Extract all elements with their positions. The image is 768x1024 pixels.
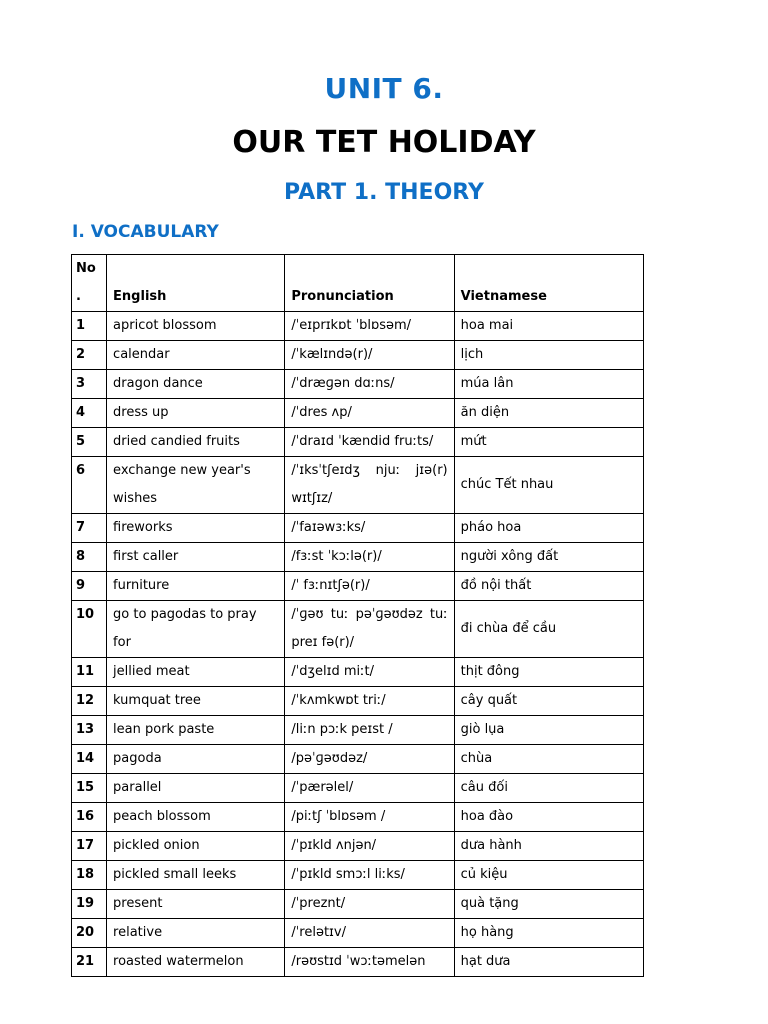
english-term: dragon dance [107, 370, 285, 399]
vocabulary-rows [72, 312, 644, 977]
table-row [72, 919, 644, 948]
page-title: OUR TET HOLIDAY [232, 125, 536, 160]
pronunciation: /ˈrelətɪv/ [285, 919, 454, 948]
row-number: 12 [72, 687, 107, 716]
pronunciation: /ˈkʌmkwɒt triː/ [285, 687, 454, 716]
header-english: English [107, 255, 285, 312]
row-number: 14 [72, 745, 107, 774]
vietnamese-meaning: ăn diện [454, 399, 643, 428]
english-term: peach blossom [107, 803, 285, 832]
table-row [72, 745, 644, 774]
table-row [72, 399, 644, 428]
section-heading: I. VOCABULARY [72, 222, 219, 242]
table-row [72, 428, 644, 457]
english-term: dried candied fruits [107, 428, 285, 457]
pronunciation: /ˈpærəlel/ [285, 774, 454, 803]
vietnamese-meaning: người xông đất [454, 543, 643, 572]
row-number: 17 [72, 832, 107, 861]
english-term: fireworks [107, 514, 285, 543]
pronunciation: /ˈdʒelɪd miːt/ [285, 658, 454, 687]
vietnamese-meaning: hoa đào [454, 803, 643, 832]
table-row [72, 457, 644, 514]
english-term: pickled small leeks [107, 861, 285, 890]
row-number: 11 [72, 658, 107, 687]
row-number: 4 [72, 399, 107, 428]
table-row [72, 861, 644, 890]
table-row [72, 312, 644, 341]
english-term: pickled onion [107, 832, 285, 861]
table-row [72, 832, 644, 861]
row-number: 5 [72, 428, 107, 457]
pronunciation: /ˈɡəʊ tuː pəˈɡəʊdəz tuː preɪ fə(r)/ [285, 601, 454, 658]
english-term: roasted watermelon [107, 948, 285, 977]
english-term: jellied meat [107, 658, 285, 687]
pronunciation: /ˈpɪkld smɔːl liːks/ [285, 861, 454, 890]
vietnamese-meaning: cây quất [454, 687, 643, 716]
table-row [72, 341, 644, 370]
english-term: dress up [107, 399, 285, 428]
vietnamese-meaning: đi chùa để cầu [454, 601, 643, 658]
english-term: present [107, 890, 285, 919]
header-no-label: No . [76, 261, 96, 304]
table-row [72, 774, 644, 803]
english-term: relative [107, 919, 285, 948]
pronunciation: /ˈfaɪəwɜːks/ [285, 514, 454, 543]
pronunciation: /ˈ fɜːnɪtʃə(r)/ [285, 572, 454, 601]
pronunciation: /ˈdres ʌp/ [285, 399, 454, 428]
english-term: go to pagodas to pray for [107, 601, 285, 658]
pronunciation: /pəˈɡəʊdəz/ [285, 745, 454, 774]
vietnamese-meaning: dưa hành [454, 832, 643, 861]
english-term: apricot blossom [107, 312, 285, 341]
row-number: 10 [72, 601, 107, 658]
pronunciation: /ˈkælɪndə(r)/ [285, 341, 454, 370]
row-number: 3 [72, 370, 107, 399]
header-vietnamese: Vietnamese [454, 255, 643, 312]
vietnamese-meaning: lịch [454, 341, 643, 370]
pronunciation: /ˈdraɪd ˈkændid fruːts/ [285, 428, 454, 457]
table-row [72, 514, 644, 543]
pronunciation: /ˈpreznt/ [285, 890, 454, 919]
row-number: 21 [72, 948, 107, 977]
table-row [72, 658, 644, 687]
pronunciation: /rəʊstɪd ˈwɔːtəmelən [285, 948, 454, 977]
row-number: 7 [72, 514, 107, 543]
row-number: 2 [72, 341, 107, 370]
vietnamese-meaning: câu đối [454, 774, 643, 803]
english-term: parallel [107, 774, 285, 803]
row-number: 1 [72, 312, 107, 341]
pronunciation: /ˈɪksˈtʃeɪdʒ njuː jɪə(r) wɪtʃɪz/ [285, 457, 454, 514]
pronunciation: /ˈpɪkld ʌnjən/ [285, 832, 454, 861]
vocabulary-table [71, 254, 644, 977]
row-number: 16 [72, 803, 107, 832]
english-term: lean pork paste [107, 716, 285, 745]
row-number: 19 [72, 890, 107, 919]
table-row [72, 572, 644, 601]
vietnamese-meaning: pháo hoa [454, 514, 643, 543]
vietnamese-meaning: hạt dưa [454, 948, 643, 977]
vietnamese-meaning: múa lân [454, 370, 643, 399]
english-term: pagoda [107, 745, 285, 774]
header-no [72, 255, 107, 312]
english-term: exchange new year's wishes [107, 457, 285, 514]
row-number: 18 [72, 861, 107, 890]
row-number: 9 [72, 572, 107, 601]
pronunciation: /liːn pɔːk peɪst / [285, 716, 454, 745]
table-row [72, 948, 644, 977]
table-row [72, 716, 644, 745]
vietnamese-meaning: mứt [454, 428, 643, 457]
row-number: 6 [72, 457, 107, 514]
table-row [72, 890, 644, 919]
row-number: 8 [72, 543, 107, 572]
vietnamese-meaning: quà tặng [454, 890, 643, 919]
table-row [72, 543, 644, 572]
table-header-row [72, 255, 644, 312]
row-number: 20 [72, 919, 107, 948]
pronunciation: /fɜːst ˈkɔːlə(r)/ [285, 543, 454, 572]
table-row [72, 370, 644, 399]
vietnamese-meaning: hoa mai [454, 312, 643, 341]
row-number: 13 [72, 716, 107, 745]
pronunciation: /ˈdræɡən dɑːns/ [285, 370, 454, 399]
pronunciation: /piːtʃ ˈblɒsəm / [285, 803, 454, 832]
row-number: 15 [72, 774, 107, 803]
vietnamese-meaning: chúc Tết nhau [454, 457, 643, 514]
english-term: calendar [107, 341, 285, 370]
table-row [72, 601, 644, 658]
english-term: first caller [107, 543, 285, 572]
table-row [72, 687, 644, 716]
english-term: kumquat tree [107, 687, 285, 716]
vietnamese-meaning: chùa [454, 745, 643, 774]
part-heading: PART 1. THEORY [284, 180, 484, 205]
vietnamese-meaning: đồ nội thất [454, 572, 643, 601]
english-term: furniture [107, 572, 285, 601]
vietnamese-meaning: thịt đông [454, 658, 643, 687]
vietnamese-meaning: củ kiệu [454, 861, 643, 890]
unit-title: UNIT 6. [324, 72, 444, 105]
pronunciation: /ˈeɪprɪkɒt ˈblɒsəm/ [285, 312, 454, 341]
header-pronunciation: Pronunciation [285, 255, 454, 312]
vietnamese-meaning: họ hàng [454, 919, 643, 948]
table-row [72, 803, 644, 832]
vietnamese-meaning: giò lụa [454, 716, 643, 745]
